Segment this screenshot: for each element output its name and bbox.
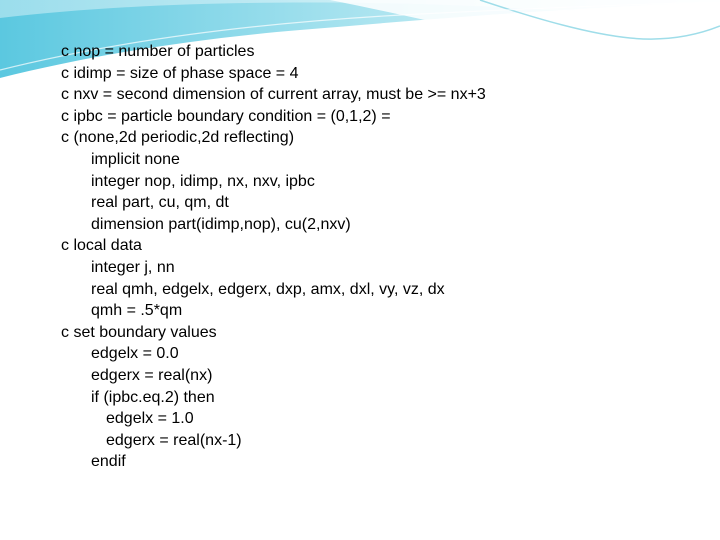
code-line: edgelx = 0.0 bbox=[91, 345, 179, 363]
code-line: endif bbox=[91, 453, 126, 471]
code-line: edgerx = real(nx) bbox=[91, 366, 213, 384]
code-line: c ipbc = particle boundary condition = (0,1,2) = bbox=[61, 107, 391, 125]
code-line: c idimp = size of phase space = 4 bbox=[61, 64, 299, 82]
code-line: if (ipbc.eq.2) then bbox=[91, 388, 215, 406]
code-line: c (none,2d periodic,2d reflecting) bbox=[61, 129, 295, 147]
code-line: implicit none bbox=[91, 150, 180, 168]
code-listing bbox=[61, 41, 486, 473]
code-line: qmh = .5*qm bbox=[91, 302, 183, 320]
code-line: c set boundary values bbox=[61, 323, 217, 341]
code-line: real qmh, edgelx, edgerx, dxp, amx, dxl, vy, vz, dx bbox=[91, 280, 445, 298]
code-line: c nxv = second dimension of current array, must be >= nx+3 bbox=[61, 86, 486, 104]
code-line: real part, cu, qm, dt bbox=[91, 194, 229, 212]
code-line: integer j, nn bbox=[91, 258, 175, 276]
code-line: edgerx = real(nx-1) bbox=[106, 431, 242, 449]
code-line: c local data bbox=[61, 237, 142, 255]
code-line: c nop = number of particles bbox=[61, 43, 255, 60]
code-line: edgelx = 1.0 bbox=[106, 410, 194, 428]
code-line: integer nop, idimp, nx, nxv, ipbc bbox=[91, 172, 315, 190]
code-line: dimension part(idimp,nop), cu(2,nxv) bbox=[91, 215, 351, 233]
